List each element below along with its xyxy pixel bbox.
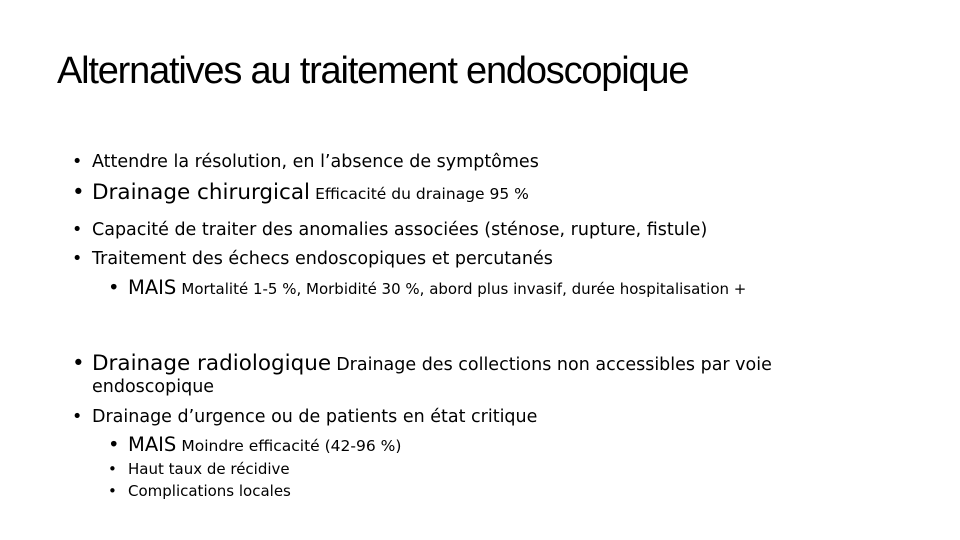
bullet-text: Traitement des échecs endoscopiques et percutanés [92,249,553,269]
bullet-detail: Moindre efficacité (42-96 %) [181,437,402,455]
bullet-dot: • [108,433,120,456]
bullet-dot: • [72,180,85,205]
bullet-detail-continuation: endoscopique [92,377,215,397]
slide-title: Alternatives au traitement endoscopique [57,50,689,92]
bullet-traitement [72,249,553,269]
bullet-dot: • [72,249,83,269]
bullet-dot: • [108,276,120,299]
bullet-dot: • [72,351,85,376]
bullet-dot: • [72,407,83,427]
bullet-detail: Mortalité 1-5 %, Morbidité 30 %, abord plus invasif, durée hospitalisation + [181,280,747,298]
bullet-text: Complications locales [128,482,291,500]
bullet-text: Haut taux de récidive [128,460,290,478]
bullet-text: Capacité de traiter des anomalies associées (sténose, rupture, fistule) [92,220,708,240]
bullet-drainage-chirurgical [72,180,529,205]
bullet-detail: Drainage des collections non accessibles par voie [336,355,772,375]
bullet-text: Attendre la résolution, en l’absence de symptômes [92,152,539,172]
bullet-mais-chirurgical [108,276,746,299]
bullet-heading: Drainage radiologique [92,351,332,376]
bullet-attendre [72,152,539,172]
bullet-heading: Drainage chirurgical [92,180,310,205]
bullet-dot: • [72,220,83,240]
bullet-dot: • [72,152,83,172]
bullet-dot: • [108,460,117,478]
bullet-capacite [72,220,707,240]
bullet-heading: MAIS [128,433,177,456]
bullet-recidive [108,460,290,478]
bullet-drainage-radiologique [72,351,772,376]
bullet-text: Drainage d’urgence ou de patients en état critique [92,407,538,427]
bullet-mais-radiologique [108,433,401,456]
bullet-heading: MAIS [128,276,177,299]
bullet-urgence [72,407,537,427]
bullet-dot: • [108,482,117,500]
bullet-detail: Efficacité du drainage 95 % [315,185,529,203]
bullet-complications [108,482,291,500]
